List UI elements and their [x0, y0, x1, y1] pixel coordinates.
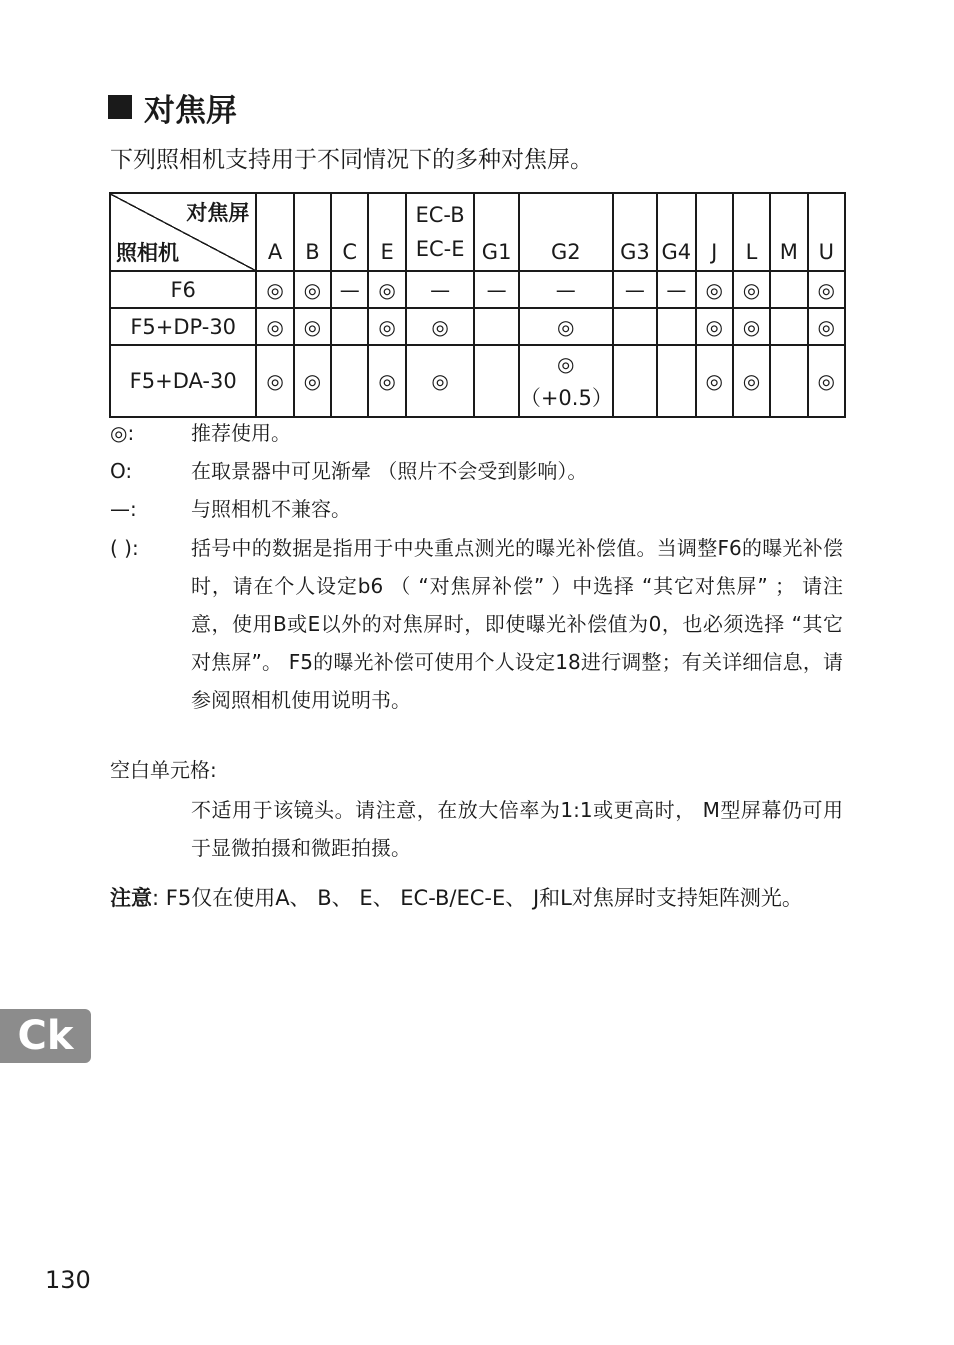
- legend-recommended-text: 推荐使用。: [191, 421, 291, 445]
- cell-blank: [657, 308, 695, 345]
- cell-recommended-icon: ◎: [256, 308, 293, 345]
- legend-parentheses-key: ( ):: [110, 536, 139, 560]
- cell-blank: [770, 345, 807, 417]
- col-header-g3: G3: [613, 193, 657, 271]
- blank-cell-text: 不适用于该镜头。请注意，在放大倍率为1:1或更高时， M型屏幕仍可用于显微拍摄和微距拍摄。: [191, 798, 843, 860]
- col-header-e: E: [368, 193, 405, 271]
- col-header-g4: G4: [657, 193, 695, 271]
- cell-recommended-icon: ◎: [519, 308, 613, 345]
- section-title: 对焦屏: [144, 92, 237, 129]
- cell-recommended-icon: ◎: [256, 271, 293, 308]
- table-row-f5-da30: [110, 345, 845, 417]
- col-header-l: L: [733, 193, 770, 271]
- legend-recommended-key: ◎:: [110, 421, 135, 445]
- col-header-c: C: [331, 193, 368, 271]
- cell-incompatible-icon: —: [657, 271, 695, 308]
- col-header-a: A: [256, 193, 293, 271]
- table-row-f5-dp30: [110, 308, 845, 345]
- cell-recommended-icon: ◎: [808, 345, 845, 417]
- cell-recommended-icon: ◎: [368, 308, 405, 345]
- section-heading: [108, 86, 237, 128]
- cell-incompatible-icon: —: [613, 271, 657, 308]
- camera-f6: F6: [110, 271, 256, 308]
- cell-recommended-icon: ◎: [294, 308, 331, 345]
- legend-parentheses-text: 括号中的数据是指用于中央重点测光的曝光补偿值。当调整F6的曝光补偿时，请在个人设定b6 （ “对焦屏补偿” ）中选择 “其它对焦屏” ； 请注意，使用B或E以外的对焦屏时，即使曝光补偿值为0，也必须选择 “其它对焦屏”。 F5的曝光补偿可使用个人设定18进行调整；有关详细信息，请参阅照相机使用说明书。: [191, 536, 843, 712]
- focusing-screen-table: [109, 192, 846, 418]
- col-header-u: U: [808, 193, 845, 271]
- cell-recommended-icon: ◎: [368, 345, 405, 417]
- cell-blank: [613, 308, 657, 345]
- cell-recommended-icon: ◎: [406, 345, 475, 417]
- square-bullet-icon: [108, 95, 132, 119]
- camera-f5-dp30: F5+DP-30: [110, 308, 256, 345]
- cell-g2-with-value: [519, 345, 613, 417]
- col-header-ec: [406, 193, 475, 271]
- cell-recommended-icon: ◎: [294, 345, 331, 417]
- language-tab: Ck: [0, 1009, 91, 1063]
- note-label: 注意: [110, 886, 152, 910]
- cell-recommended-icon: ◎: [256, 345, 293, 417]
- cell-recommended-icon: ◎: [808, 308, 845, 345]
- cell-recommended-icon: ◎: [557, 352, 575, 376]
- col-header-g2: G2: [519, 193, 613, 271]
- blank-cell-label: 空白单元格:: [110, 758, 217, 782]
- table-corner-cell: [110, 193, 256, 271]
- cell-blank: [657, 345, 695, 417]
- legend-incompatible: [110, 490, 850, 528]
- cell-blank: [770, 308, 807, 345]
- col-header-ec-e: EC-E: [415, 237, 465, 261]
- camera-f5-da30: F5+DA-30: [110, 345, 256, 417]
- cell-recommended-icon: ◎: [808, 271, 845, 308]
- col-header-ec-b: EC-B: [415, 203, 465, 227]
- cell-blank: [474, 308, 518, 345]
- legend-recommended: [110, 414, 850, 452]
- cell-blank: [770, 271, 807, 308]
- table-header-row: [110, 193, 845, 271]
- cell-blank: [331, 345, 368, 417]
- cell-recommended-icon: ◎: [733, 308, 770, 345]
- col-header-j: J: [696, 193, 733, 271]
- cell-recommended-icon: ◎: [696, 271, 733, 308]
- legend-usable-key: O:: [110, 459, 133, 483]
- cell-recommended-icon: ◎: [294, 271, 331, 308]
- col-header-m: M: [770, 193, 807, 271]
- cell-incompatible-icon: —: [519, 271, 613, 308]
- page-number: 130: [45, 1266, 91, 1294]
- cell-recommended-icon: ◎: [696, 345, 733, 417]
- col-header-b: B: [294, 193, 331, 271]
- cell-blank: [613, 345, 657, 417]
- cell-incompatible-icon: —: [331, 271, 368, 308]
- legend-incompatible-key: —:: [110, 497, 137, 521]
- cell-recommended-icon: ◎: [368, 271, 405, 308]
- legend-usable-text: 在取景器中可见渐晕 （照片不会受到影响）。: [191, 459, 588, 483]
- cell-recommended-icon: ◎: [696, 308, 733, 345]
- header-camera: 照相机: [116, 241, 179, 265]
- cell-recommended-icon: ◎: [733, 271, 770, 308]
- legend-incompatible-text: 与照相机不兼容。: [191, 497, 351, 521]
- cell-recommended-icon: ◎: [406, 308, 475, 345]
- legend-usable: [110, 452, 850, 490]
- cell-blank: [331, 308, 368, 345]
- g2-compensation-value: （+0.5）: [519, 386, 613, 410]
- cell-incompatible-icon: —: [406, 271, 475, 308]
- cell-blank: [474, 345, 518, 417]
- cell-incompatible-icon: —: [474, 271, 518, 308]
- table-row-f6: [110, 271, 845, 308]
- intro-text: 下列照相机支持用于不同情况下的多种对焦屏。: [110, 147, 593, 173]
- note-text: : F5仅在使用A、 B、 E、 EC-B/EC-E、 J和L对焦屏时支持矩阵测光。: [152, 886, 803, 910]
- cell-recommended-icon: ◎: [733, 345, 770, 417]
- note-paragraph: [110, 879, 843, 917]
- header-focusing-screen: 对焦屏: [186, 201, 250, 225]
- col-header-g1: G1: [474, 193, 518, 271]
